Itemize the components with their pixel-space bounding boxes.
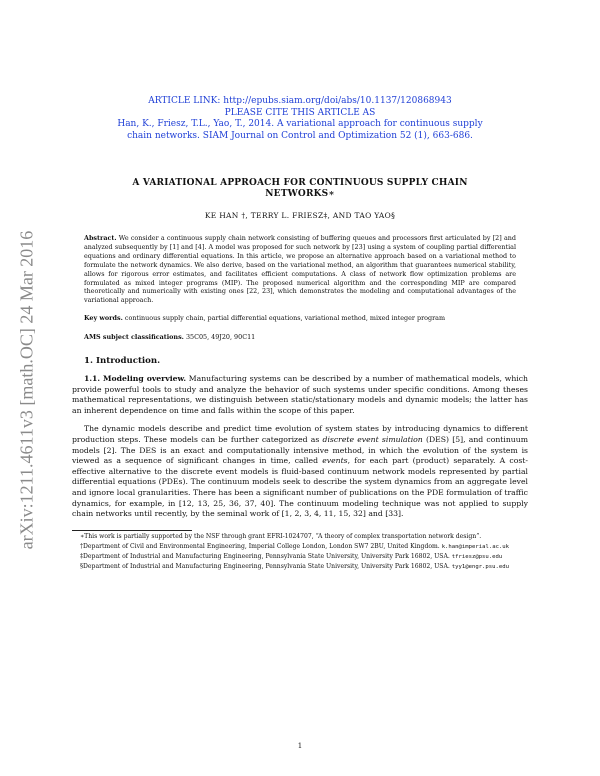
- footnote-han: [72, 543, 528, 551]
- abstract-text: We consider a continuous supply chain network consisting of buffering queues and processors first articulated by [2] and analyzed subsequently by [1] and [4]. A model was proposed for such network by [23] using a system of coupling partial differential equations and ordinary differential equations. In this article, we propose an alternative approach based on a variational method to formulate the network dynamics. We also derive, based on the variational method, an algorithm that guarantees numerical stability, allows for rigorous error estimates, and facilitates efficient computations. A class of network flow optimization problems are formulated as mixed integer programs (MIP). The proposed numerical algorithm and the corresponding MIP are compared theoretically and numerically with existing ones [22, 23], which demonstrates the modeling and computational advantages of the variational approach.: [84, 234, 516, 305]
- paper-title-line-1: A VARIATIONAL APPROACH FOR CONTINUOUS SUPPLY CHAIN: [132, 178, 468, 188]
- header-links: [72, 96, 528, 142]
- paragraph-1-text: Manufacturing systems can be described by a number of mathematical models, which provide powerful tools to study and analyze the behavior of such systems under specific conditions. Among theses mathematical representations, we distinguish between static/stationary models and dynamic models; the latter has an inherent dependence on time and falls within the scope of this paper.: [72, 374, 528, 415]
- section-heading: 1. Introduction.: [84, 356, 161, 367]
- paragraph-2: [72, 424, 528, 519]
- footnote-yao-email[interactable]: tyy1@engr.psu.edu: [451, 564, 510, 571]
- paragraph-1: [72, 374, 528, 416]
- arxiv-identifier: arXiv:1211.4611v3 [math.OC] 24 Mar 2016: [16, 230, 37, 550]
- keywords-label: Key words.: [84, 314, 123, 323]
- citation-line-1: Han, K., Friesz, T.L., Yao, T., 2014. A variational approach for continuous supply: [117, 119, 483, 129]
- ams-text: 35C05, 49J20, 90C11: [185, 333, 256, 342]
- paragraph-2-emphasis-2: events: [322, 456, 348, 466]
- paragraph-2-part-1: The dynamic models describe and predict time evolution of system states by introducing dynamics to different production steps. These models can be further categorized as: [72, 424, 528, 445]
- paragraph-2-part-2: (DES) [5], and continuum models [2]. The DES is an exact and computationally intensive method, in which the evolution of the system is viewed as a sequence of significant changes in time, called: [72, 435, 528, 466]
- keywords-text: continuous supply chain, partial differential equations, variational method, mixed integer program: [124, 314, 446, 323]
- paragraph-2-part-3: , for each part (product) separately. A cost-effective alternative to the discrete event models is fluid-based continuum network models represented by partial differential equations (PDEs). The continuum models seek to describe the system dynamics from an aggregate level and ignore local granularities. There has been a significant number of publications on the PDE formulation of traffic dynamics, for example, in [12, 13, 25, 36, 37, 40]. The continuum modeling technique was not applied to supply chain networks until recently, by the seminal work of [1, 2, 3, 4, 11, 15, 32] and [33].: [72, 456, 528, 519]
- citation-line-2: chain networks. SIAM Journal on Control and Optimization 52 (1), 663-686.: [127, 130, 473, 141]
- authors: KE HAN †, TERRY L. FRIESZ‡, AND TAO YAO§: [204, 211, 396, 220]
- paper-title: [72, 178, 528, 200]
- ams-label: AMS subject classifications.: [84, 333, 184, 342]
- footnote-friesz-email[interactable]: tfriesz@psu.edu: [451, 554, 503, 561]
- article-link[interactable]: ARTICLE LINK: http://epubs.siam.org/doi/abs/10.1137/120868943: [148, 96, 452, 106]
- paragraph-2-emphasis-1: discrete event simulation: [322, 435, 423, 445]
- footnote-han-email[interactable]: k.han@imperial.ac.uk: [441, 543, 510, 550]
- abstract-label: Abstract.: [84, 234, 117, 242]
- subsection-heading: 1.1. Modeling overview.: [84, 374, 187, 384]
- footnote-rule: [72, 530, 192, 531]
- paper-title-line-2: NETWORKS∗: [265, 189, 335, 199]
- footnote-han-text: †Department of Civil and Environmental Engineering, Imperial College London, London SW7 2BU, United Kingdom.: [80, 542, 442, 550]
- footnote-friesz: [72, 553, 528, 561]
- keywords: [84, 314, 516, 323]
- footnote-funding: ∗This work is partially supported by the NSF through grant EFRI-1024707, “A theory of complex transportation network design”.: [80, 532, 482, 540]
- paper-page: [72, 96, 528, 572]
- cite-notice: PLEASE CITE THIS ARTICLE AS: [224, 107, 376, 118]
- arxiv-identifier-sidebar: [14, 215, 40, 565]
- abstract: [84, 234, 516, 305]
- footnote-yao-text: §Department of Industrial and Manufacturing Engineering, Pennsylvania State University, University Park 16802, USA.: [80, 563, 452, 571]
- footnote-friesz-text: ‡Department of Industrial and Manufacturing Engineering, Pennsylvania State University, University Park 16802, USA.: [80, 553, 452, 561]
- footnote-yao: [72, 563, 528, 571]
- ams-classifications: [84, 333, 516, 342]
- page-number: 1: [297, 742, 303, 750]
